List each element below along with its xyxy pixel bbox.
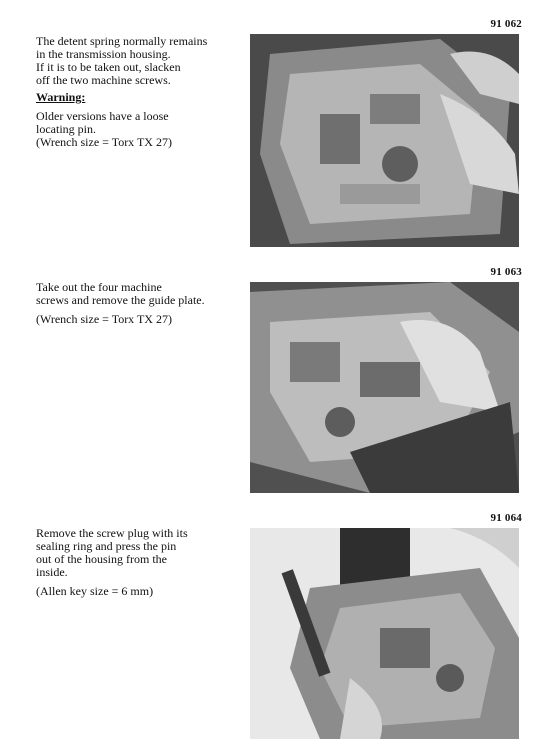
text-line: inside.	[36, 565, 68, 579]
instruction-text-2	[36, 281, 246, 326]
wrench-note: (Wrench size = Torx TX 27)	[36, 135, 172, 149]
text-line: The detent spring normally remains	[36, 34, 208, 48]
text-line: Remove the screw plug with its	[36, 526, 188, 540]
text-line: sealing ring and press the pin	[36, 539, 177, 553]
text-line: off the two machine screws.	[36, 73, 171, 87]
text-line: Older versions have a loose	[36, 109, 169, 123]
instruction-text-3	[36, 527, 236, 598]
wrench-note: (Allen key size = 6 mm)	[36, 584, 154, 598]
figure-number-2: 91 063	[490, 266, 522, 278]
wrench-note: (Wrench size = Torx TX 27)	[36, 312, 172, 326]
instruction-text-1	[36, 35, 246, 149]
text-line: screws and remove the guide plate.	[36, 293, 205, 307]
text-line: in the transmission housing.	[36, 47, 171, 61]
text-line: out of the housing from the	[36, 552, 167, 566]
photo-transmission-housing-3	[250, 528, 519, 739]
figure-number-1: 91 062	[490, 18, 522, 30]
text-line: If it is to be taken out, slacken	[36, 60, 181, 74]
photo-transmission-housing-2	[250, 282, 519, 493]
photo-transmission-housing-1	[250, 34, 519, 247]
warning-label: Warning:	[36, 90, 86, 104]
text-line: locating pin.	[36, 122, 96, 136]
figure-number-3: 91 064	[490, 512, 522, 524]
text-line: Take out the four machine	[36, 280, 162, 294]
